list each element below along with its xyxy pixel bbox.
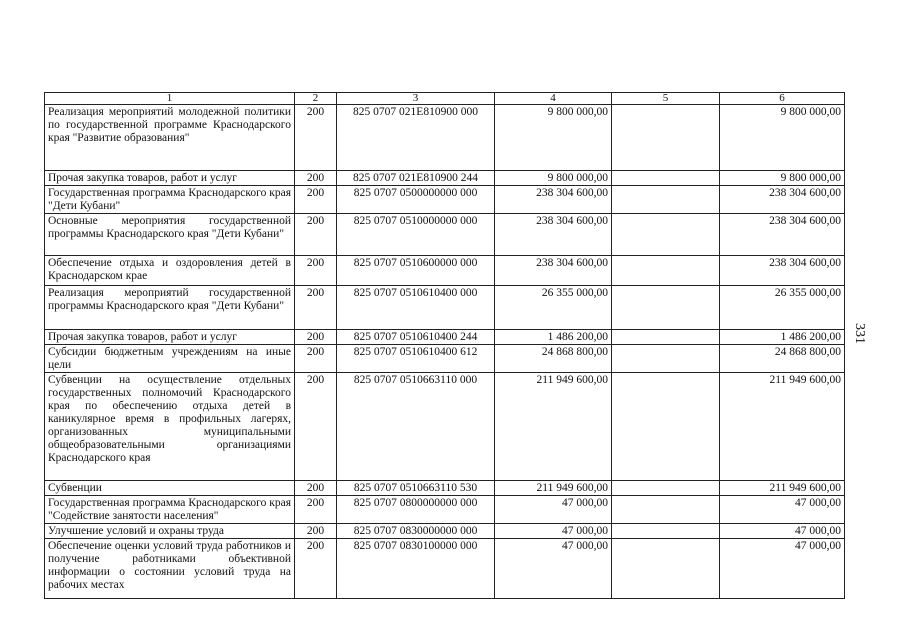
- table-row: [45, 214, 845, 256]
- classification-code: 825 0707 021E810900 000: [337, 105, 495, 171]
- amount-col6: 1 486 200,00: [720, 330, 845, 345]
- amount-col6: 211 949 600,00: [720, 373, 845, 481]
- budget-sheet: [44, 92, 844, 599]
- amount-col5: [612, 186, 720, 214]
- amount-col6: 211 949 600,00: [720, 481, 845, 496]
- table-row: [45, 496, 845, 524]
- item-name: Обеспечение оценки условий труда работников и получение работниками объективной информации о состоянии условий труда на рабочих местах: [45, 539, 295, 599]
- item-name: Улучшение условий и охраны труда: [45, 524, 295, 539]
- column-header-2: 2: [295, 93, 337, 105]
- column-header-1: 1: [45, 93, 295, 105]
- classification-code: 825 0707 0510610400 000: [337, 286, 495, 330]
- amount-col5: [612, 524, 720, 539]
- classification-code: 825 0707 0510600000 000: [337, 256, 495, 286]
- line-code: 200: [295, 286, 337, 330]
- amount-col4: 26 355 000,00: [495, 286, 612, 330]
- amount-col6: 47 000,00: [720, 539, 845, 599]
- column-header-5: 5: [612, 93, 720, 105]
- amount-col6: 47 000,00: [720, 496, 845, 524]
- amount-col4: 9 800 000,00: [495, 171, 612, 186]
- amount-col6: 238 304 600,00: [720, 214, 845, 256]
- line-code: 200: [295, 373, 337, 481]
- item-name: Основные мероприятия государственной программы Краснодарского края "Дети Кубани": [45, 214, 295, 256]
- classification-code: 825 0707 0510610400 612: [337, 345, 495, 373]
- classification-code: 825 0707 0830000000 000: [337, 524, 495, 539]
- item-name: Субвенции на осуществление отдельных государственных полномочий Краснодарского края по обеспечению отдыха детей в каникулярное время в профильных лагерях, организованных муниципальными общеобразовательными организациями Краснодарского края: [45, 373, 295, 481]
- table-row: [45, 345, 845, 373]
- amount-col5: [612, 256, 720, 286]
- table-row: [45, 286, 845, 330]
- table-row: [45, 524, 845, 539]
- line-code: 200: [295, 524, 337, 539]
- line-code: 200: [295, 345, 337, 373]
- classification-code: 825 0707 0510663110 530: [337, 481, 495, 496]
- header-row: [45, 93, 845, 105]
- amount-col4: 238 304 600,00: [495, 214, 612, 256]
- amount-col5: [612, 171, 720, 186]
- classification-code: 825 0707 0510000000 000: [337, 214, 495, 256]
- amount-col4: 238 304 600,00: [495, 256, 612, 286]
- amount-col5: [612, 330, 720, 345]
- classification-code: 825 0707 0500000000 000: [337, 186, 495, 214]
- page-number: 331: [852, 323, 867, 344]
- table-row: [45, 330, 845, 345]
- table-row: [45, 171, 845, 186]
- item-name: Реализация мероприятий молодежной политики по государственной программе Краснодарского края "Развитие образования": [45, 105, 295, 171]
- amount-col6: 9 800 000,00: [720, 171, 845, 186]
- item-name: Государственная программа Краснодарского края "Содействие занятости населения": [45, 496, 295, 524]
- table-row: [45, 373, 845, 481]
- amount-col5: [612, 373, 720, 481]
- amount-col6: 238 304 600,00: [720, 186, 845, 214]
- amount-col5: [612, 105, 720, 171]
- item-name: Обеспечение отдыха и оздоровления детей в Краснодарском крае: [45, 256, 295, 286]
- amount-col6: 24 868 800,00: [720, 345, 845, 373]
- amount-col4: 211 949 600,00: [495, 481, 612, 496]
- amount-col5: [612, 481, 720, 496]
- column-header-3: 3: [337, 93, 495, 105]
- item-name: Государственная программа Краснодарского края "Дети Кубани": [45, 186, 295, 214]
- table-body: [45, 105, 845, 599]
- classification-code: 825 0707 021E810900 244: [337, 171, 495, 186]
- amount-col6: 47 000,00: [720, 524, 845, 539]
- amount-col4: 9 800 000,00: [495, 105, 612, 171]
- amount-col5: [612, 286, 720, 330]
- amount-col4: 1 486 200,00: [495, 330, 612, 345]
- amount-col5: [612, 345, 720, 373]
- column-header-4: 4: [495, 93, 612, 105]
- line-code: 200: [295, 186, 337, 214]
- budget-table: [44, 92, 845, 599]
- item-name: Прочая закупка товаров, работ и услуг: [45, 330, 295, 345]
- amount-col6: 26 355 000,00: [720, 286, 845, 330]
- table-row: [45, 186, 845, 214]
- classification-code: 825 0707 0800000000 000: [337, 496, 495, 524]
- line-code: 200: [295, 539, 337, 599]
- column-header-6: 6: [720, 93, 845, 105]
- classification-code: 825 0707 0510663110 000: [337, 373, 495, 481]
- line-code: 200: [295, 256, 337, 286]
- amount-col5: [612, 214, 720, 256]
- classification-code: 825 0707 0510610400 244: [337, 330, 495, 345]
- amount-col4: 24 868 800,00: [495, 345, 612, 373]
- table-row: [45, 256, 845, 286]
- line-code: 200: [295, 214, 337, 256]
- amount-col4: 211 949 600,00: [495, 373, 612, 481]
- amount-col4: 47 000,00: [495, 524, 612, 539]
- line-code: 200: [295, 105, 337, 171]
- amount-col6: 9 800 000,00: [720, 105, 845, 171]
- item-name: Прочая закупка товаров, работ и услуг: [45, 171, 295, 186]
- amount-col4: 238 304 600,00: [495, 186, 612, 214]
- table-row: [45, 105, 845, 171]
- line-code: 200: [295, 481, 337, 496]
- item-name: Субсидии бюджетным учреждениям на иные цели: [45, 345, 295, 373]
- line-code: 200: [295, 171, 337, 186]
- line-code: 200: [295, 496, 337, 524]
- item-name: Реализация мероприятий государственной программы Краснодарского края "Дети Кубани": [45, 286, 295, 330]
- classification-code: 825 0707 0830100000 000: [337, 539, 495, 599]
- amount-col5: [612, 539, 720, 599]
- table-row: [45, 481, 845, 496]
- amount-col5: [612, 496, 720, 524]
- amount-col4: 47 000,00: [495, 496, 612, 524]
- item-name: Субвенции: [45, 481, 295, 496]
- amount-col6: 238 304 600,00: [720, 256, 845, 286]
- table-row: [45, 539, 845, 599]
- line-code: 200: [295, 330, 337, 345]
- amount-col4: 47 000,00: [495, 539, 612, 599]
